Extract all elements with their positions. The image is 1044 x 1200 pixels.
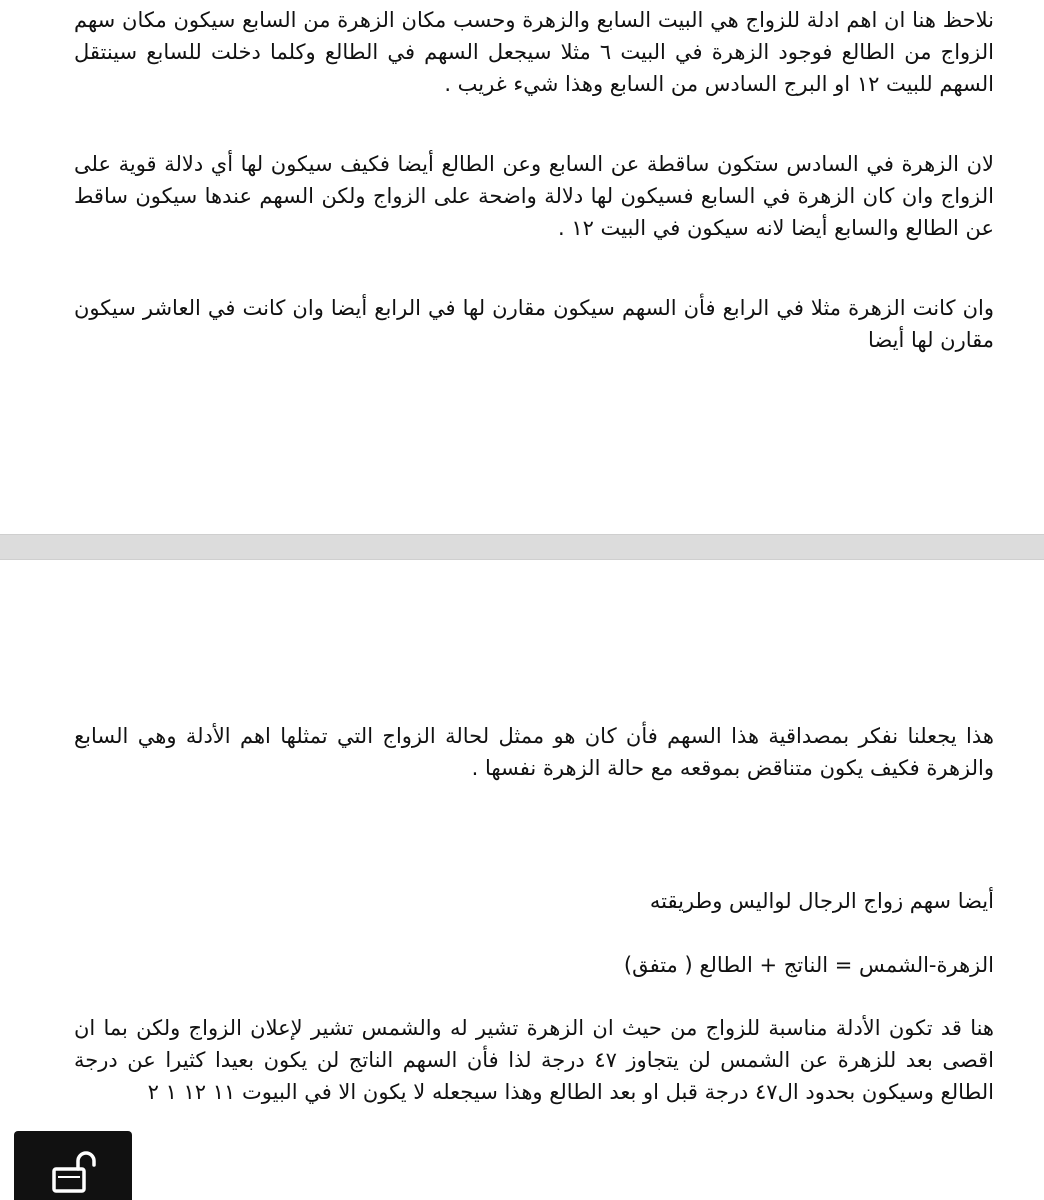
unlock-icon[interactable]: [52, 1149, 98, 1195]
paragraph-valens-heading: أيضا سهم زواج الرجال لواليس وطريقته: [649, 889, 994, 913]
document-page-1: [0, 0, 1044, 534]
paragraph-venus-sixth-house: لان الزهرة في السادس ستكون ساقطة عن السابع وعن الطالع أيضا فكيف سيكون لها أي دلالة قوية على الزواج وان كان الزهرة في السابع فسيكون لها دلالة واضحة على الزواج ولكن السهم عندها سيكون ساقط عن الطالع والسابع أيضا لانه سيكون في البيت ١٢ .: [74, 152, 994, 240]
page-separator: [0, 534, 1044, 560]
document-page-2: [0, 560, 1044, 1200]
paragraph-arrow-credibility: هذا يجعلنا نفكر بمصداقية هذا السهم فأن كان هو ممثل لحالة الزواج التي تمثلها اهم الأدلة وهي السابع والزهرة فكيف يكون متناقض بموقعه مع حالة الزهرة نفسها .: [74, 724, 994, 780]
paragraph-venus-sun-distance: هنا قد تكون الأدلة مناسبة للزواج من حيث ان الزهرة تشير له والشمس تشير لإعلان الزواج ولكن بما ان اقصى بعد للزهرة عن الشمس لن يتجاوز ٤٧ درجة لذا فأن السهم الناتج لن يكون بعيدا كثيرا عن درجة الطالع وسيكون بحدود ال٤٧ درجة قبل او بعد الطالع وهذا سيجعله لا يكون الا في البيوت ١١ ١٢ ١ ٢: [74, 1016, 994, 1104]
paragraph-formula: الزهرة-الشمس = الناتج + الطالع ( متفق): [623, 953, 994, 977]
bottom-toolbar: [14, 1131, 132, 1200]
paragraph-zodiac-signs: نلاحظ هنا ان اهم ادلة للزواج هي البيت السابع والزهرة وحسب مكان الزهرة من السابع سيكون مكان سهم الزواج من الطالع فوجود الزهرة في البيت ٦ مثلا سيجعل السهم في الطالع وكلما دخلت للسابع سينتقل السهم للبيت ١٢ او البرج السادس من السابع وهذا شيء غريب .: [74, 8, 994, 96]
paragraph-venus-fourth-house: وان كانت الزهرة مثلا في الرابع فأن السهم سيكون مقارن لها في الرابع أيضا وان كانت في العاشر سيكون مقارن لها أيضا: [74, 296, 994, 352]
